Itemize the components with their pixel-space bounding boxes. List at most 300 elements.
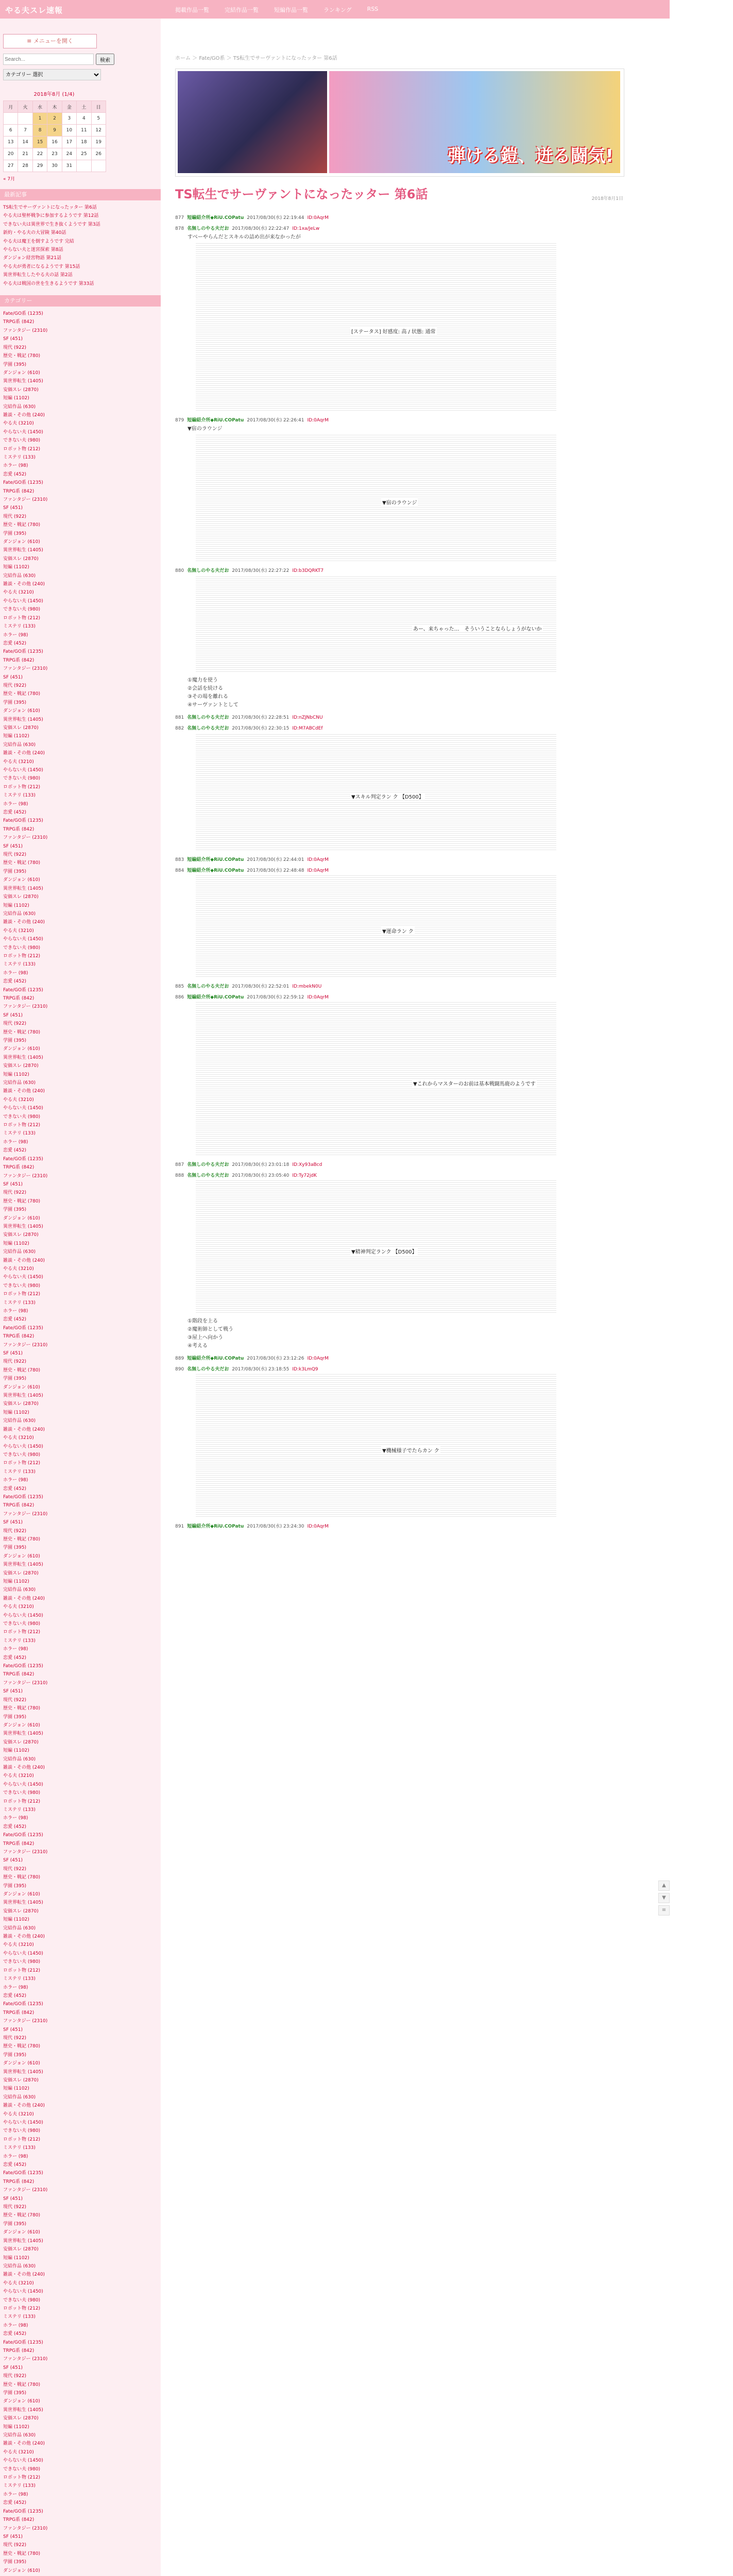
category-link[interactable]: 恋愛 (452) <box>3 640 27 646</box>
category-link[interactable]: 完結作品 (630) <box>3 1249 36 1255</box>
category-link[interactable]: ロボット物 (212) <box>3 1292 41 1297</box>
category-link[interactable]: 恋愛 (452) <box>3 2162 27 2168</box>
category-link[interactable]: 恋愛 (452) <box>3 1993 27 1998</box>
category-link[interactable]: 完結作品 (630) <box>3 2263 36 2269</box>
category-link[interactable]: ファンタジー (2310) <box>3 2188 48 2193</box>
category-link[interactable]: 短編 (1102) <box>3 734 29 739</box>
category-link[interactable]: やる夫 (3210) <box>3 1942 34 1948</box>
recent-post-link[interactable]: やらない夫と迷宮探索 第8話 <box>3 247 63 253</box>
category-link[interactable]: やる夫 (3210) <box>3 759 34 765</box>
category-link[interactable]: 短編 (1102) <box>3 1579 29 1584</box>
category-link[interactable]: できない夫 (980) <box>3 1114 41 1120</box>
category-link[interactable]: 短編 (1102) <box>3 1241 29 1246</box>
search-input[interactable] <box>3 54 94 65</box>
calendar-day[interactable]: 25 <box>77 148 91 160</box>
category-link[interactable]: 恋愛 (452) <box>3 1655 27 1660</box>
category-link[interactable]: ホラー (98) <box>3 2323 28 2328</box>
calendar-day[interactable]: 31 <box>62 160 76 172</box>
category-link[interactable]: 安価スレ (2870) <box>3 1908 39 1914</box>
category-link[interactable]: SF (451) <box>3 2196 23 2201</box>
poster-id[interactable]: ID:0AqrM <box>307 1356 329 1361</box>
poster-id[interactable]: ID:0AqrM <box>307 995 329 1000</box>
category-link[interactable]: 短編 (1102) <box>3 903 29 908</box>
category-link[interactable]: 異世界転生 (1405) <box>3 886 43 891</box>
category-link[interactable]: 歴史・戦記 (780) <box>3 2213 41 2218</box>
category-link[interactable]: 雑談・その他 (240) <box>3 920 45 925</box>
category-link[interactable]: 安価スレ (2870) <box>3 2077 39 2083</box>
category-link[interactable]: 安価スレ (2870) <box>3 387 39 393</box>
category-link[interactable]: SF (451) <box>3 336 23 342</box>
category-link[interactable]: やる夫 (3210) <box>3 421 34 427</box>
category-link[interactable]: SF (451) <box>3 2534 23 2539</box>
category-link[interactable]: ホラー (98) <box>3 970 28 976</box>
category-link[interactable]: SF (451) <box>3 1689 23 1694</box>
category-link[interactable]: 学園 (395) <box>3 2560 27 2565</box>
calendar-day[interactable]: 18 <box>77 137 91 148</box>
category-link[interactable]: できない夫 (980) <box>3 945 41 951</box>
category-link[interactable]: ホラー (98) <box>3 2492 28 2497</box>
category-link[interactable]: やらない夫 (1450) <box>3 937 43 942</box>
recent-post-link[interactable]: やる夫は魔王を倒すようです 完結 <box>3 239 74 244</box>
category-link[interactable]: やらない夫 (1450) <box>3 2289 43 2295</box>
category-link[interactable]: 雑談・その他 (240) <box>3 1427 45 1432</box>
category-link[interactable]: ロボット物 (212) <box>3 2475 41 2481</box>
calendar-day[interactable]: 14 <box>18 137 32 148</box>
category-link[interactable]: ファンタジー (2310) <box>3 1004 48 1010</box>
category-link[interactable]: 安価スレ (2870) <box>3 725 39 731</box>
category-link[interactable]: 雑談・その他 (240) <box>3 2272 45 2278</box>
category-link[interactable]: 完結作品 (630) <box>3 573 36 579</box>
category-link[interactable]: TRPG系 (842) <box>3 2517 35 2523</box>
poster-id[interactable]: ID:Ty72jdK <box>292 1173 317 1178</box>
category-link[interactable]: Fate/GO系 (1235) <box>3 2509 43 2514</box>
category-link[interactable]: 学園 (395) <box>3 1376 27 1382</box>
nav-item[interactable]: ランキング <box>323 7 352 13</box>
category-link[interactable]: 異世界転生 (1405) <box>3 1900 43 1906</box>
category-select[interactable] <box>3 69 101 80</box>
category-link[interactable]: ダンジョン (610) <box>3 2230 40 2235</box>
poster-id[interactable]: ID:0AqrM <box>307 1524 329 1529</box>
category-link[interactable]: ホラー (98) <box>3 801 28 807</box>
category-link[interactable]: ダンジョン (610) <box>3 1892 40 1897</box>
category-link[interactable]: できない夫 (980) <box>3 776 41 782</box>
poster-id[interactable]: ID:mbekN0U <box>292 984 322 989</box>
category-link[interactable]: 完結作品 (630) <box>3 1587 36 1593</box>
category-link[interactable]: SF (451) <box>3 505 23 511</box>
category-link[interactable]: TRPG系 (842) <box>3 1503 35 1509</box>
category-link[interactable]: Fate/GO系 (1235) <box>3 1494 43 1500</box>
category-link[interactable]: Fate/GO系 (1235) <box>3 480 43 486</box>
category-link[interactable]: できない夫 (980) <box>3 1959 41 1965</box>
poster-id[interactable]: ID:nZJNbCNU <box>292 715 323 720</box>
category-link[interactable]: 歴史・戦記 (780) <box>3 1706 41 1711</box>
category-link[interactable]: できない夫 (980) <box>3 438 41 444</box>
category-link[interactable]: 学園 (395) <box>3 2221 27 2227</box>
category-link[interactable]: 恋愛 (452) <box>3 2500 27 2506</box>
category-link[interactable]: 恋愛 (452) <box>3 1486 27 1492</box>
category-link[interactable]: SF (451) <box>3 2365 23 2370</box>
nav-item[interactable]: RSS <box>367 6 379 12</box>
category-link[interactable]: できない夫 (980) <box>3 1621 41 1627</box>
category-link[interactable]: ダンジョン (610) <box>3 877 40 883</box>
calendar-day[interactable]: 27 <box>4 160 18 172</box>
category-link[interactable]: 現代 (922) <box>3 2035 27 2041</box>
category-link[interactable]: 完結作品 (630) <box>3 1418 36 1424</box>
category-link[interactable]: 安価スレ (2870) <box>3 1570 39 1576</box>
category-link[interactable]: ダンジョン (610) <box>3 1553 40 1559</box>
category-link[interactable]: Fate/GO系 (1235) <box>3 1156 43 1162</box>
category-link[interactable]: できない夫 (980) <box>3 2128 41 2134</box>
nav-item[interactable]: 完結作品一覧 <box>225 7 259 13</box>
category-link[interactable]: ファンタジー (2310) <box>3 1342 48 1348</box>
category-link[interactable]: ホラー (98) <box>3 1139 28 1145</box>
poster-id[interactable]: ID:1xa/JeLw <box>292 226 320 231</box>
category-link[interactable]: SF (451) <box>3 1351 23 1357</box>
category-link[interactable]: 歴史・戦記 (780) <box>3 2551 41 2556</box>
recent-post-link[interactable]: 異世界転生したやる夫の話 第2話 <box>3 273 73 278</box>
category-link[interactable]: ダンジョン (610) <box>3 708 40 714</box>
category-link[interactable]: 歴史・戦記 (780) <box>3 2382 41 2387</box>
category-link[interactable]: 恋愛 (452) <box>3 1148 27 1154</box>
category-link[interactable]: 現代 (922) <box>3 1697 27 1703</box>
category-link[interactable]: ダンジョン (610) <box>3 2061 40 2066</box>
category-link[interactable]: 安価スレ (2870) <box>3 894 39 900</box>
category-link[interactable]: 異世界転生 (1405) <box>3 2069 43 2075</box>
category-link[interactable]: 安価スレ (2870) <box>3 1401 39 1407</box>
category-link[interactable]: 異世界転生 (1405) <box>3 1562 43 1568</box>
category-link[interactable]: TRPG系 (842) <box>3 1672 35 1677</box>
category-link[interactable]: 現代 (922) <box>3 683 27 688</box>
category-link[interactable]: 異世界転生 (1405) <box>3 1731 43 1737</box>
category-link[interactable]: ダンジョン (610) <box>3 1722 40 1728</box>
category-link[interactable]: ロボット物 (212) <box>3 1461 41 1466</box>
category-link[interactable]: 現代 (922) <box>3 1021 27 1027</box>
category-link[interactable]: 雑談・その他 (240) <box>3 1258 45 1263</box>
category-link[interactable]: ミステリ (133) <box>3 624 36 630</box>
category-link[interactable]: 異世界転生 (1405) <box>3 548 43 553</box>
calendar-day[interactable]: 12 <box>91 125 106 137</box>
poster-id[interactable]: ID:Xy93aBcd <box>292 1162 322 1167</box>
category-link[interactable]: 完結作品 (630) <box>3 2433 36 2438</box>
category-link[interactable]: 安価スレ (2870) <box>3 1739 39 1745</box>
category-link[interactable]: ホラー (98) <box>3 1478 28 1483</box>
category-link[interactable]: 異世界転生 (1405) <box>3 379 43 384</box>
category-link[interactable]: できない夫 (980) <box>3 1790 41 1796</box>
poster-id[interactable]: ID:0AqrM <box>307 868 329 873</box>
calendar-day[interactable]: 23 <box>47 148 62 160</box>
category-link[interactable]: 学園 (395) <box>3 1714 27 1720</box>
open-menu-button[interactable]: ≡ メニューを開く <box>3 34 97 48</box>
category-link[interactable]: 安価スレ (2870) <box>3 556 39 562</box>
category-link[interactable]: できない夫 (980) <box>3 607 41 613</box>
category-link[interactable]: TRPG系 (842) <box>3 657 35 663</box>
site-title[interactable]: やる夫スレ速報 <box>5 6 63 15</box>
search-button[interactable]: 検索 <box>96 54 114 65</box>
category-link[interactable]: やらない夫 (1450) <box>3 1275 43 1280</box>
category-link[interactable]: ファンタジー (2310) <box>3 835 48 841</box>
category-link[interactable]: ミステリ (133) <box>3 2483 36 2489</box>
category-link[interactable]: ミステリ (133) <box>3 1131 36 1137</box>
poster-id[interactable]: ID:M7ABCdEf <box>292 726 323 731</box>
category-link[interactable]: 雑談・その他 (240) <box>3 2441 45 2447</box>
scroll-menu-button[interactable]: ≡ <box>658 1905 670 1916</box>
category-link[interactable]: 短編 (1102) <box>3 2086 29 2092</box>
category-link[interactable]: ロボット物 (212) <box>3 1968 41 1973</box>
category-link[interactable]: 学園 (395) <box>3 1883 27 1889</box>
category-link[interactable]: 雑談・その他 (240) <box>3 1089 45 1094</box>
category-link[interactable]: ホラー (98) <box>3 1985 28 1990</box>
category-link[interactable]: Fate/GO系 (1235) <box>3 649 43 655</box>
calendar-day[interactable]: 8 <box>32 125 47 137</box>
category-link[interactable]: やらない夫 (1450) <box>3 429 43 435</box>
category-link[interactable]: Fate/GO系 (1235) <box>3 818 43 824</box>
category-link[interactable]: Fate/GO系 (1235) <box>3 2002 43 2007</box>
category-link[interactable]: ホラー (98) <box>3 1309 28 1314</box>
category-link[interactable]: できない夫 (980) <box>3 1283 41 1289</box>
category-link[interactable]: ホラー (98) <box>3 2154 28 2159</box>
category-link[interactable]: ロボット物 (212) <box>3 953 41 959</box>
category-link[interactable]: 異世界転生 (1405) <box>3 717 43 722</box>
category-link[interactable]: 歴史・戦記 (780) <box>3 1198 41 1204</box>
category-link[interactable]: やる夫 (3210) <box>3 1435 34 1441</box>
calendar-day[interactable]: 13 <box>4 137 18 148</box>
recent-post-link[interactable]: やる夫が勇者になるようです 第15話 <box>3 264 80 269</box>
category-link[interactable]: TRPG系 (842) <box>3 488 35 494</box>
category-link[interactable]: 短編 (1102) <box>3 396 29 401</box>
category-link[interactable]: ミステリ (133) <box>3 1976 36 1982</box>
calendar-day[interactable]: 9 <box>47 125 62 137</box>
category-link[interactable]: 学園 (395) <box>3 2052 27 2058</box>
category-link[interactable]: 雑談・その他 (240) <box>3 1765 45 1770</box>
breadcrumb[interactable]: ホーム ＞ Fate/GO系 ＞ TS転生でサーヴァントになったッター 第6話 <box>175 56 337 61</box>
category-link[interactable]: 短編 (1102) <box>3 1917 29 1923</box>
category-link[interactable]: 完結作品 (630) <box>3 1756 36 1762</box>
category-link[interactable]: ミステリ (133) <box>3 1469 36 1475</box>
category-link[interactable]: 歴史・戦記 (780) <box>3 860 41 866</box>
category-link[interactable]: 異世界転生 (1405) <box>3 2238 43 2244</box>
category-link[interactable]: SF (451) <box>3 1181 23 1187</box>
calendar-day[interactable]: 26 <box>91 148 106 160</box>
category-link[interactable]: 恋愛 (452) <box>3 979 27 985</box>
category-link[interactable]: ダンジョン (610) <box>3 370 40 376</box>
recent-post-link[interactable]: やる夫は戦国の世を生きるようです 第33話 <box>3 281 94 286</box>
category-link[interactable]: ロボット物 (212) <box>3 1123 41 1128</box>
category-link[interactable]: 歴史・戦記 (780) <box>3 691 41 697</box>
calendar-day[interactable]: 4 <box>77 113 91 125</box>
calendar-day[interactable]: 16 <box>47 137 62 148</box>
category-link[interactable]: 安価スレ (2870) <box>3 2416 39 2421</box>
category-link[interactable]: やる夫 (3210) <box>3 928 34 934</box>
category-link[interactable]: 歴史・戦記 (780) <box>3 2044 41 2049</box>
category-link[interactable]: Fate/GO系 (1235) <box>3 1325 43 1331</box>
category-link[interactable]: ファンタジー (2310) <box>3 328 48 333</box>
category-link[interactable]: 雑談・その他 (240) <box>3 2103 45 2109</box>
category-link[interactable]: やる夫 (3210) <box>3 1266 34 1272</box>
category-link[interactable]: ホラー (98) <box>3 463 28 469</box>
recent-post-link[interactable]: 新約・やる夫の大冒険 第40話 <box>3 230 66 236</box>
category-link[interactable]: ロボット物 (212) <box>3 615 41 621</box>
category-link[interactable]: ファンタジー (2310) <box>3 1173 48 1179</box>
category-link[interactable]: 短編 (1102) <box>3 1748 29 1754</box>
category-link[interactable]: ロボット物 (212) <box>3 1799 41 1804</box>
category-link[interactable]: ファンタジー (2310) <box>3 2526 48 2531</box>
category-link[interactable]: Fate/GO系 (1235) <box>3 311 43 317</box>
category-link[interactable]: 短編 (1102) <box>3 565 29 570</box>
category-link[interactable]: ミステリ (133) <box>3 1807 36 1812</box>
category-link[interactable]: 現代 (922) <box>3 1190 27 1196</box>
category-link[interactable]: ホラー (98) <box>3 1816 28 1821</box>
calendar-day[interactable]: 19 <box>91 137 106 148</box>
category-link[interactable]: 異世界転生 (1405) <box>3 1393 43 1399</box>
calendar-day[interactable]: 28 <box>18 160 32 172</box>
category-link[interactable]: ミステリ (133) <box>3 454 36 460</box>
category-link[interactable]: 完結作品 (630) <box>3 2094 36 2100</box>
category-link[interactable]: 現代 (922) <box>3 1359 27 1365</box>
category-link[interactable]: 雑談・その他 (240) <box>3 751 45 756</box>
calendar-day[interactable]: 29 <box>32 160 47 172</box>
category-link[interactable]: 恋愛 (452) <box>3 1824 27 1829</box>
category-link[interactable]: ロボット物 (212) <box>3 1630 41 1635</box>
category-link[interactable]: 完結作品 (630) <box>3 404 36 410</box>
poster-id[interactable]: ID:0AqrM <box>307 215 329 221</box>
category-link[interactable]: ファンタジー (2310) <box>3 2357 48 2362</box>
category-link[interactable]: 短編 (1102) <box>3 1410 29 1415</box>
category-link[interactable]: Fate/GO系 (1235) <box>3 2171 43 2176</box>
category-link[interactable]: SF (451) <box>3 2027 23 2032</box>
category-link[interactable]: 異世界転生 (1405) <box>3 1224 43 1229</box>
category-link[interactable]: 完結作品 (630) <box>3 911 36 917</box>
category-link[interactable]: 現代 (922) <box>3 2543 27 2548</box>
category-link[interactable]: 恋愛 (452) <box>3 810 27 816</box>
category-link[interactable]: 歴史・戦記 (780) <box>3 1536 41 1542</box>
calendar-day[interactable]: 6 <box>4 125 18 137</box>
category-link[interactable]: Fate/GO系 (1235) <box>3 1833 43 1838</box>
category-link[interactable]: ダンジョン (610) <box>3 539 40 545</box>
nav-item[interactable]: 短編作品一覧 <box>274 7 308 13</box>
category-link[interactable]: やる夫 (3210) <box>3 2280 34 2286</box>
poster-id[interactable]: ID:k3LmQ9 <box>292 1367 318 1372</box>
nav-item[interactable]: 掲載作品一覧 <box>175 7 209 13</box>
category-link[interactable]: やる夫 (3210) <box>3 1773 34 1779</box>
category-link[interactable]: ロボット物 (212) <box>3 2137 41 2142</box>
category-link[interactable]: 雑談・その他 (240) <box>3 1934 45 1940</box>
calendar-day[interactable]: 24 <box>62 148 76 160</box>
calendar-day[interactable]: 21 <box>18 148 32 160</box>
category-link[interactable]: ホラー (98) <box>3 632 28 638</box>
category-link[interactable]: ミステリ (133) <box>3 2314 36 2320</box>
calendar-day[interactable]: 20 <box>4 148 18 160</box>
category-link[interactable]: 完結作品 (630) <box>3 742 36 748</box>
category-link[interactable]: ダンジョン (610) <box>3 1384 40 1390</box>
category-link[interactable]: TRPG系 (842) <box>3 995 35 1001</box>
category-link[interactable]: TRPG系 (842) <box>3 2179 35 2184</box>
calendar-day[interactable]: 2 <box>47 113 62 125</box>
category-link[interactable]: 異世界転生 (1405) <box>3 1055 43 1060</box>
calendar-day[interactable]: 1 <box>32 113 47 125</box>
category-link[interactable]: 学園 (395) <box>3 700 27 705</box>
category-link[interactable]: 雑談・その他 (240) <box>3 1596 45 1601</box>
category-link[interactable]: 短編 (1102) <box>3 2255 29 2261</box>
category-link[interactable]: TRPG系 (842) <box>3 2010 35 2015</box>
category-link[interactable]: 現代 (922) <box>3 852 27 858</box>
category-link[interactable]: やらない夫 (1450) <box>3 598 43 604</box>
recent-post-link[interactable]: やる夫は聖杯戦争に参加するようです 第12話 <box>3 213 99 219</box>
category-link[interactable]: やらない夫 (1450) <box>3 1951 43 1956</box>
poster-id[interactable]: ID:0AqrM <box>307 857 329 862</box>
recent-post-link[interactable]: できない夫は異世界で生き抜くようです 第3話 <box>3 222 100 227</box>
category-link[interactable]: 短編 (1102) <box>3 1072 29 1077</box>
category-link[interactable]: ミステリ (133) <box>3 1300 36 1306</box>
category-link[interactable]: ダンジョン (610) <box>3 1046 40 1052</box>
category-link[interactable]: 安価スレ (2870) <box>3 1063 39 1069</box>
category-link[interactable]: できない夫 (980) <box>3 2466 41 2472</box>
calendar-day[interactable]: 10 <box>62 125 76 137</box>
scroll-up-button[interactable]: ▲ <box>658 1880 670 1891</box>
category-link[interactable]: 歴史・戦記 (780) <box>3 522 41 528</box>
category-link[interactable]: 現代 (922) <box>3 1528 27 1534</box>
poster-id[interactable]: ID:b3DQRKT7 <box>292 568 324 573</box>
category-link[interactable]: SF (451) <box>3 1858 23 1863</box>
calendar-prev-link[interactable]: « 7月 <box>3 177 15 182</box>
category-link[interactable]: やる夫 (3210) <box>3 2111 34 2117</box>
category-link[interactable]: ダンジョン (610) <box>3 1215 40 1221</box>
category-link[interactable]: 学園 (395) <box>3 1545 27 1551</box>
category-link[interactable]: ミステリ (133) <box>3 962 36 968</box>
category-link[interactable]: 学園 (395) <box>3 1207 27 1213</box>
category-link[interactable]: やらない夫 (1450) <box>3 1782 43 1787</box>
category-link[interactable]: 現代 (922) <box>3 2205 27 2210</box>
category-link[interactable]: ミステリ (133) <box>3 793 36 799</box>
category-link[interactable]: 現代 (922) <box>3 1866 27 1872</box>
category-link[interactable]: TRPG系 (842) <box>3 1165 35 1171</box>
category-link[interactable]: やらない夫 (1450) <box>3 1106 43 1111</box>
category-link[interactable]: 学園 (395) <box>3 1038 27 1043</box>
category-link[interactable]: TRPG系 (842) <box>3 319 35 325</box>
category-link[interactable]: 歴史・戦記 (780) <box>3 1875 41 1880</box>
category-link[interactable]: 完結作品 (630) <box>3 1925 36 1931</box>
category-link[interactable]: やる夫 (3210) <box>3 1097 34 1103</box>
category-link[interactable]: 雑談・その他 (240) <box>3 412 45 418</box>
calendar-day[interactable]: 30 <box>47 160 62 172</box>
category-link[interactable]: 異世界転生 (1405) <box>3 2407 43 2413</box>
recent-post-link[interactable]: ダンジョン経営物語 第21話 <box>3 256 61 261</box>
category-link[interactable]: ホラー (98) <box>3 1647 28 1652</box>
category-link[interactable]: ダンジョン (610) <box>3 2568 40 2573</box>
category-link[interactable]: 学園 (395) <box>3 2391 27 2396</box>
category-link[interactable]: 歴史・戦記 (780) <box>3 1029 41 1035</box>
scroll-down-button[interactable]: ▼ <box>658 1893 670 1903</box>
category-link[interactable]: できない夫 (980) <box>3 2297 41 2303</box>
category-link[interactable]: Fate/GO系 (1235) <box>3 2340 43 2345</box>
category-link[interactable]: 歴史・戦記 (780) <box>3 353 41 359</box>
category-link[interactable]: やらない夫 (1450) <box>3 2458 43 2464</box>
category-link[interactable]: 現代 (922) <box>3 2374 27 2379</box>
category-link[interactable]: ファンタジー (2310) <box>3 1511 48 1517</box>
category-link[interactable]: 恋愛 (452) <box>3 1317 27 1323</box>
category-link[interactable]: ファンタジー (2310) <box>3 1680 48 1686</box>
category-link[interactable]: ファンタジー (2310) <box>3 1850 48 1855</box>
category-link[interactable]: SF (451) <box>3 843 23 849</box>
category-link[interactable]: 学園 (395) <box>3 362 27 367</box>
category-link[interactable]: SF (451) <box>3 1520 23 1526</box>
category-link[interactable]: TRPG系 (842) <box>3 1334 35 1340</box>
category-link[interactable]: SF (451) <box>3 1012 23 1018</box>
category-link[interactable]: 現代 (922) <box>3 514 27 519</box>
calendar-day[interactable]: 17 <box>62 137 76 148</box>
category-link[interactable]: 恋愛 (452) <box>3 2331 27 2337</box>
category-link[interactable]: 学園 (395) <box>3 531 27 536</box>
category-link[interactable]: 学園 (395) <box>3 869 27 874</box>
